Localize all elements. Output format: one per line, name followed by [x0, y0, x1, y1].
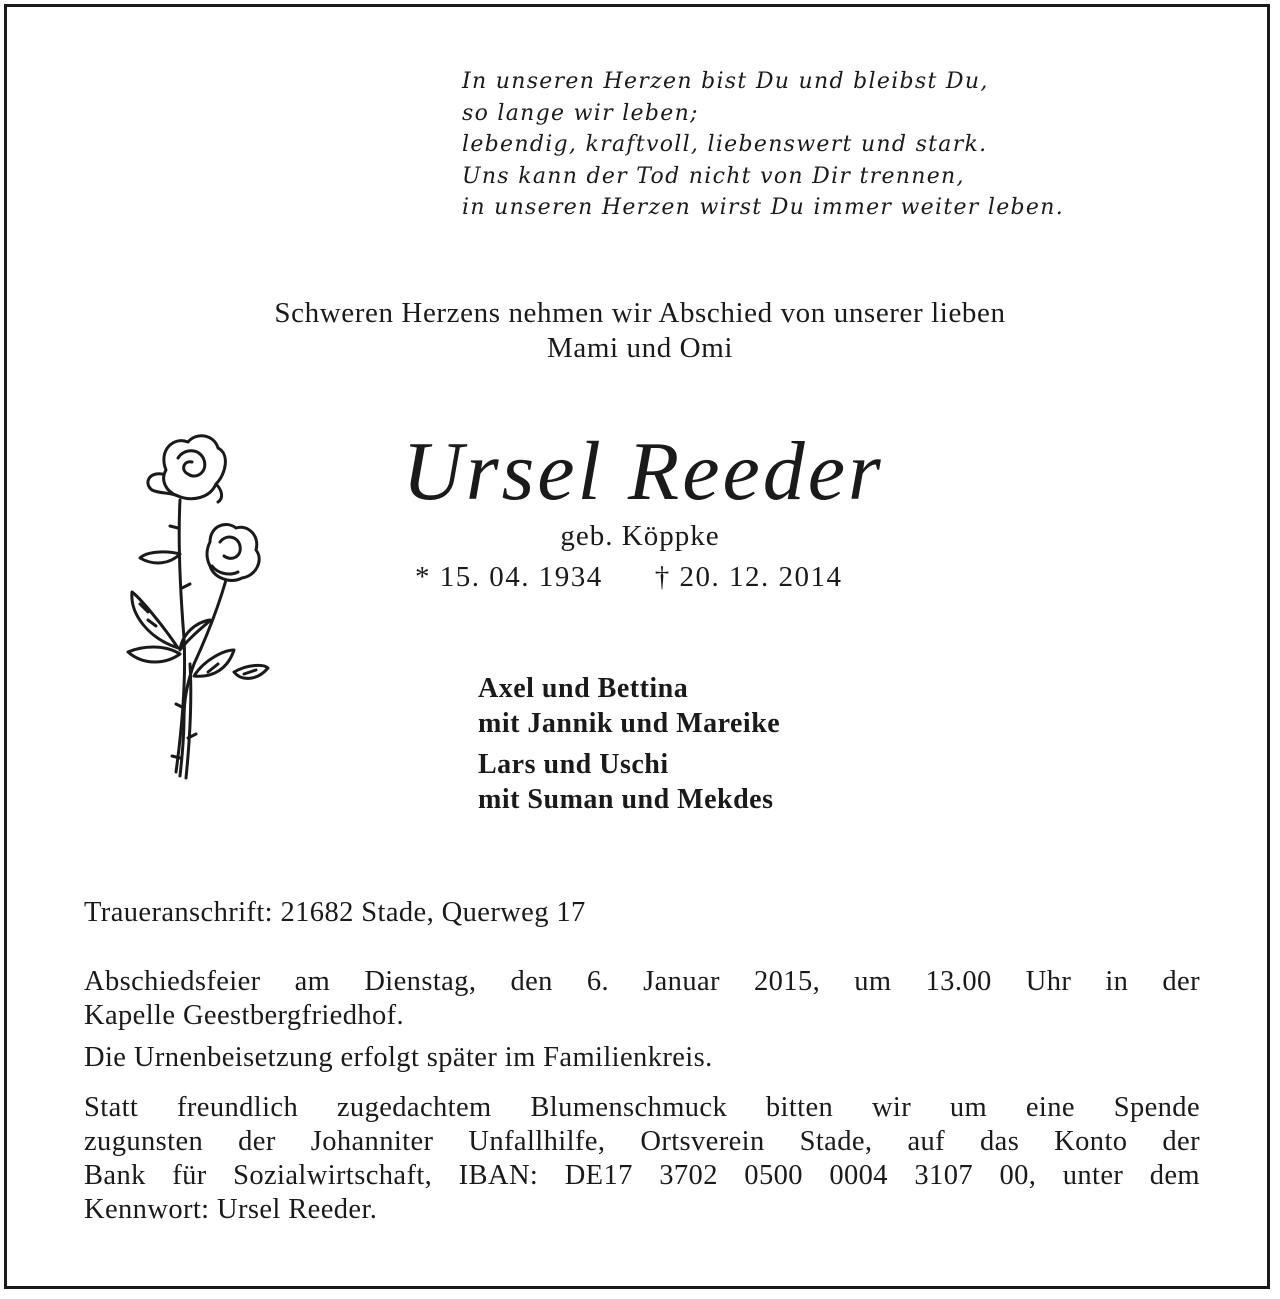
- intro-line: Mami und Omi: [546, 332, 734, 364]
- family-group: [478, 671, 780, 741]
- poem-line: In unseren Herzen bist Du und bleibst Du,: [462, 69, 989, 94]
- family-list: [478, 671, 780, 823]
- family-line: Lars und Uschi: [478, 749, 669, 780]
- ceremony-paragraph: [84, 965, 1200, 1033]
- poem-line: Uns kann der Tod nicht von Dir trennen,: [462, 163, 965, 189]
- donation-paragraph: [84, 1091, 1200, 1227]
- ceremony-line: Abschiedsfeier am Dienstag, den 6. Januar 2015, um 13.00 Uhr in der: [84, 966, 1200, 997]
- birth-name: geb. Köppke: [560, 520, 720, 552]
- donation-line: Statt freundlich zugedachtem Blumenschmuck bitten wir um eine Spende: [84, 1092, 1200, 1123]
- family-line: mit Suman und Mekdes: [478, 784, 774, 815]
- family-line: Axel und Bettina: [478, 673, 689, 704]
- donation-line: Kennwort: Ursel Reeder.: [84, 1194, 378, 1225]
- deceased-name: Ursel Reeder: [402, 425, 884, 518]
- mourning-address: Traueranschrift: 21682 Stade, Querweg 17: [84, 897, 586, 928]
- death-date: † 20. 12. 2014: [654, 561, 843, 593]
- intro-text: [0, 296, 1280, 366]
- donation-line: Bank für Sozialwirtschaft, IBAN: DE17 3702 0500 0004 3107 00, unter dem: [84, 1160, 1200, 1191]
- poem: [462, 66, 1064, 224]
- donation-line: zugunsten der Johanniter Unfallhilfe, Ortsverein Stade, auf das Konto der: [84, 1126, 1200, 1157]
- intro-line: Schweren Herzens nehmen wir Abschied von unserer lieben: [274, 297, 1006, 329]
- poem-line: lebendig, kraftvoll, liebenswert und stark.: [462, 132, 988, 157]
- ceremony-line: Kapelle Geestbergfriedhof.: [84, 1000, 405, 1031]
- family-group: [478, 747, 780, 817]
- urn-paragraph: Die Urnenbeisetzung erfolgt später im Familienkreis.: [84, 1042, 713, 1073]
- family-line: mit Jannik und Mareike: [478, 708, 781, 739]
- poem-line: in unseren Herzen wirst Du immer weiter leben.: [462, 195, 1065, 220]
- poem-line: so lange wir leben;: [462, 100, 699, 126]
- life-dates: [415, 558, 843, 596]
- birth-date: * 15. 04. 1934: [415, 561, 603, 593]
